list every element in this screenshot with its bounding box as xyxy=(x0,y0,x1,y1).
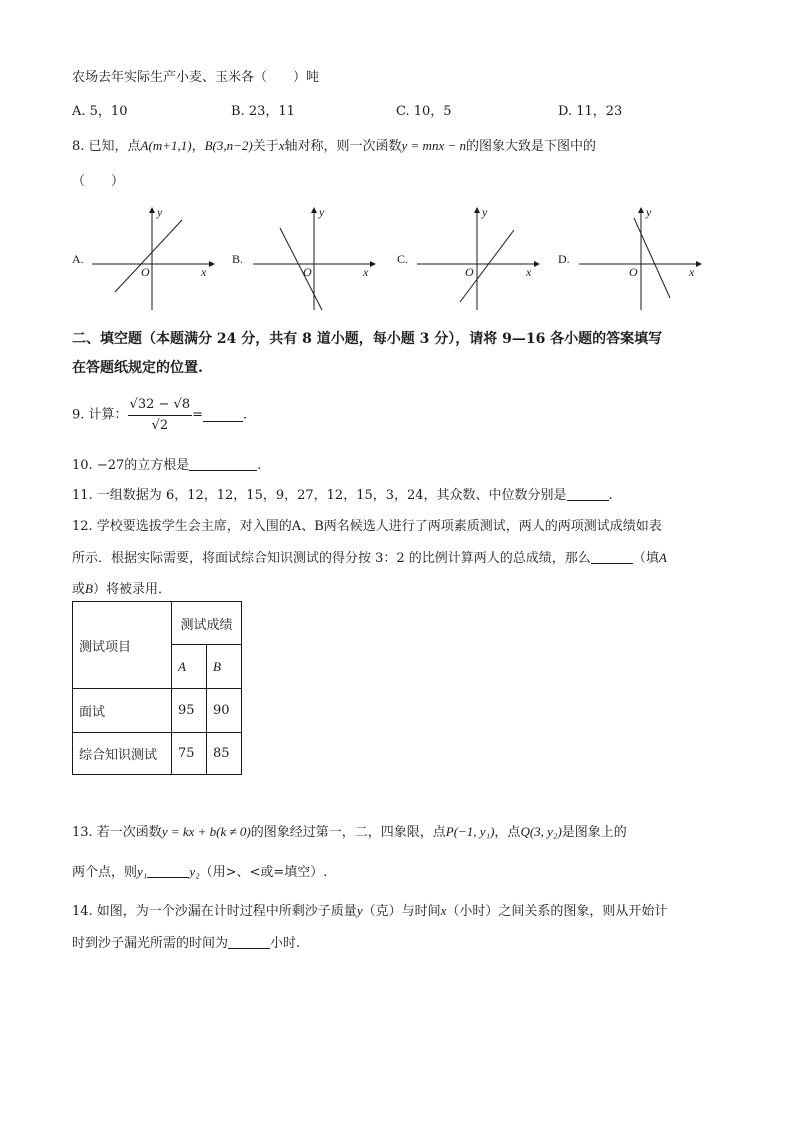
graph-b-line xyxy=(280,228,322,310)
q8-mid2: 轴对称，则一次函数 xyxy=(284,139,402,154)
graph-d-origin: O xyxy=(629,265,638,279)
q14-line1 xyxy=(72,900,667,919)
q14-prefix: 14. 如图，为一个沙漏在计时过程中所剩沙子质量 xyxy=(72,904,357,919)
q13-sep: ，点 xyxy=(494,825,521,840)
q12-line3-pre: 或 xyxy=(72,582,86,597)
q9: 9. 计算： $\frac{√32 - √8}{√2}$ = . xyxy=(72,397,248,433)
q13-point-q: Q(3, y₂) xyxy=(520,824,562,839)
q8-prefix: 8. 已知，点 xyxy=(72,139,141,154)
q8-point-b: B(3,n−2) xyxy=(204,138,253,153)
table-row-b: 90 xyxy=(207,689,242,733)
table-row-item: 面试 xyxy=(73,689,172,733)
graph-d-label: D. xyxy=(558,252,570,266)
q12-line3 xyxy=(72,578,171,597)
section2-heading-line2: 在答题纸规定的位置. xyxy=(72,360,203,376)
graph-a-line xyxy=(115,220,182,292)
q7-option-b: B. 23，11 xyxy=(231,104,295,119)
q10: 10. −27的立方根是 . xyxy=(72,458,262,473)
table-row-b: 85 xyxy=(207,733,242,775)
q9-prefix: 9. 计算： xyxy=(72,407,128,423)
graph-a-y-label: y xyxy=(157,205,163,219)
q14-line2 xyxy=(72,932,300,951)
graph-d-line xyxy=(634,218,670,298)
q10-expr: −27 xyxy=(96,458,125,473)
q9-fraction xyxy=(128,396,193,435)
q14-answer-blank xyxy=(228,936,270,949)
q14-var-x: x xyxy=(440,903,447,918)
q8-mid: 关于 xyxy=(252,139,279,154)
table-col-b: B xyxy=(207,645,242,689)
graph-b-origin: O xyxy=(303,265,312,279)
q9-equals: = xyxy=(192,407,203,423)
q14-line2-post: 小时. xyxy=(270,936,301,951)
q12-line1: 12. 学校要选拔学生会主席，对入围的A、B两名候选人进行了两项素质测试，两人的两项测试成绩如表 xyxy=(72,519,662,534)
q12-line2 xyxy=(72,547,667,566)
q13-mid: 的图象经过第一，二，四象限，点 xyxy=(250,825,446,840)
q8-graphs xyxy=(72,200,722,315)
graph-c-origin: O xyxy=(465,265,474,279)
table-header-item: 测试项目 xyxy=(73,602,172,689)
graph-c-x-label: x xyxy=(526,265,532,279)
graph-b-x-label: x xyxy=(363,265,369,279)
table-header-scores: 测试成绩 xyxy=(172,602,242,645)
q13-line2-pre: 两个点，则 xyxy=(72,865,138,880)
q13-func: y = kx + b(k ≠ 0) xyxy=(161,824,251,839)
q14-var-y: y xyxy=(356,903,363,918)
q7-option-d: D. 11，23 xyxy=(558,104,623,119)
q13-suffix: 是图象上的 xyxy=(561,825,627,840)
q10-answer-blank xyxy=(189,458,257,471)
q13-prefix: 13. 若一次函数 xyxy=(72,825,162,840)
q14-unit-y: （克）与时间 xyxy=(362,904,441,919)
q14-line2-pre: 时到沙子漏光所需的时间为 xyxy=(72,936,229,951)
graph-b-y-label: y xyxy=(319,205,325,219)
table-row xyxy=(73,733,242,775)
q13-line1 xyxy=(72,821,627,840)
q8-suffix: 的图象大致是下图中的 xyxy=(466,139,597,154)
graph-d-x-label: x xyxy=(689,265,695,279)
graph-d xyxy=(558,205,701,310)
q13-y2: y₂ xyxy=(189,864,200,879)
q8-stem xyxy=(72,135,596,154)
q11-answer-blank xyxy=(567,488,609,501)
graph-c-y-label: y xyxy=(482,205,488,219)
q10-text: 的立方根是 xyxy=(124,458,190,473)
q8-func: y = mnx − n xyxy=(401,138,466,153)
q9-denominator: √2 xyxy=(151,418,169,433)
q9-answer-blank xyxy=(203,409,243,422)
q7-text: 农场去年实际生产小麦、玉米各（ ）吨 xyxy=(72,70,320,85)
q12-answer-blank xyxy=(591,551,633,564)
section2-heading-line1: 二、填空题（本题满分 24 分，共有 8 道小题，每小题 3 分），请将 9—16 各小题的答案填写 xyxy=(72,331,663,347)
q12-score-table xyxy=(72,601,242,775)
q7-option-c: C. 10，5 xyxy=(396,104,452,119)
graph-b xyxy=(232,205,375,310)
q11-text: 11. 一组数据为 6，12，12，15，9，27，12，15，3，24，其众数、中位数分别是 xyxy=(72,488,567,503)
graph-a-x-label: x xyxy=(201,265,207,279)
graph-d-y-label: y xyxy=(646,205,652,219)
q8-axis: x xyxy=(278,138,285,153)
graph-c-label: C. xyxy=(397,252,409,266)
table-row-a: 95 xyxy=(172,689,207,733)
table-row-item: 综合知识测试 xyxy=(73,733,172,775)
q13-y1: y₁ xyxy=(137,864,148,879)
graph-a xyxy=(72,205,214,310)
q8-point-a: A(m+1,1) xyxy=(140,138,192,153)
q10-prefix: 10. xyxy=(72,458,93,473)
q13-line2 xyxy=(72,861,327,880)
graph-b-label: B. xyxy=(232,252,244,266)
q13-point-p: P(−1, y₁) xyxy=(445,824,495,839)
q8-paren: （ ） xyxy=(72,174,125,189)
q12-line2-pre: 所示．根据实际需要，将面试综合知识测试的得分按 3：2 的比例计算两人的总成绩，那么 xyxy=(72,551,591,566)
table-row-a: 75 xyxy=(172,733,207,775)
graph-a-label: A. xyxy=(72,252,84,266)
table-row xyxy=(73,689,242,733)
q12-var-b: B xyxy=(85,581,93,596)
graph-a-origin: O xyxy=(141,265,150,279)
q12-line2-post: （填 xyxy=(632,551,659,566)
q13-line2-post: （用>、<或=填空）. xyxy=(199,865,328,880)
q11: 11. 一组数据为 6，12，12，15，9，27，12，15，3，24，其众数、中位数分别是 . xyxy=(72,488,613,503)
q9-numerator: √32 − √8 xyxy=(128,396,193,416)
q14-unit-x: （小时）之间关系的图象，则从开始计 xyxy=(446,904,668,919)
q8-sep: ， xyxy=(191,139,205,154)
q7-option-a: A. 5，10 xyxy=(72,104,128,119)
q12-line3-post: ）将被录用． xyxy=(92,582,171,597)
q12-var-a: A xyxy=(658,550,667,565)
graph-c xyxy=(397,205,539,310)
q13-answer-blank xyxy=(147,865,189,878)
table-col-a: A xyxy=(172,645,207,689)
q8-graphs-svg xyxy=(72,200,722,315)
